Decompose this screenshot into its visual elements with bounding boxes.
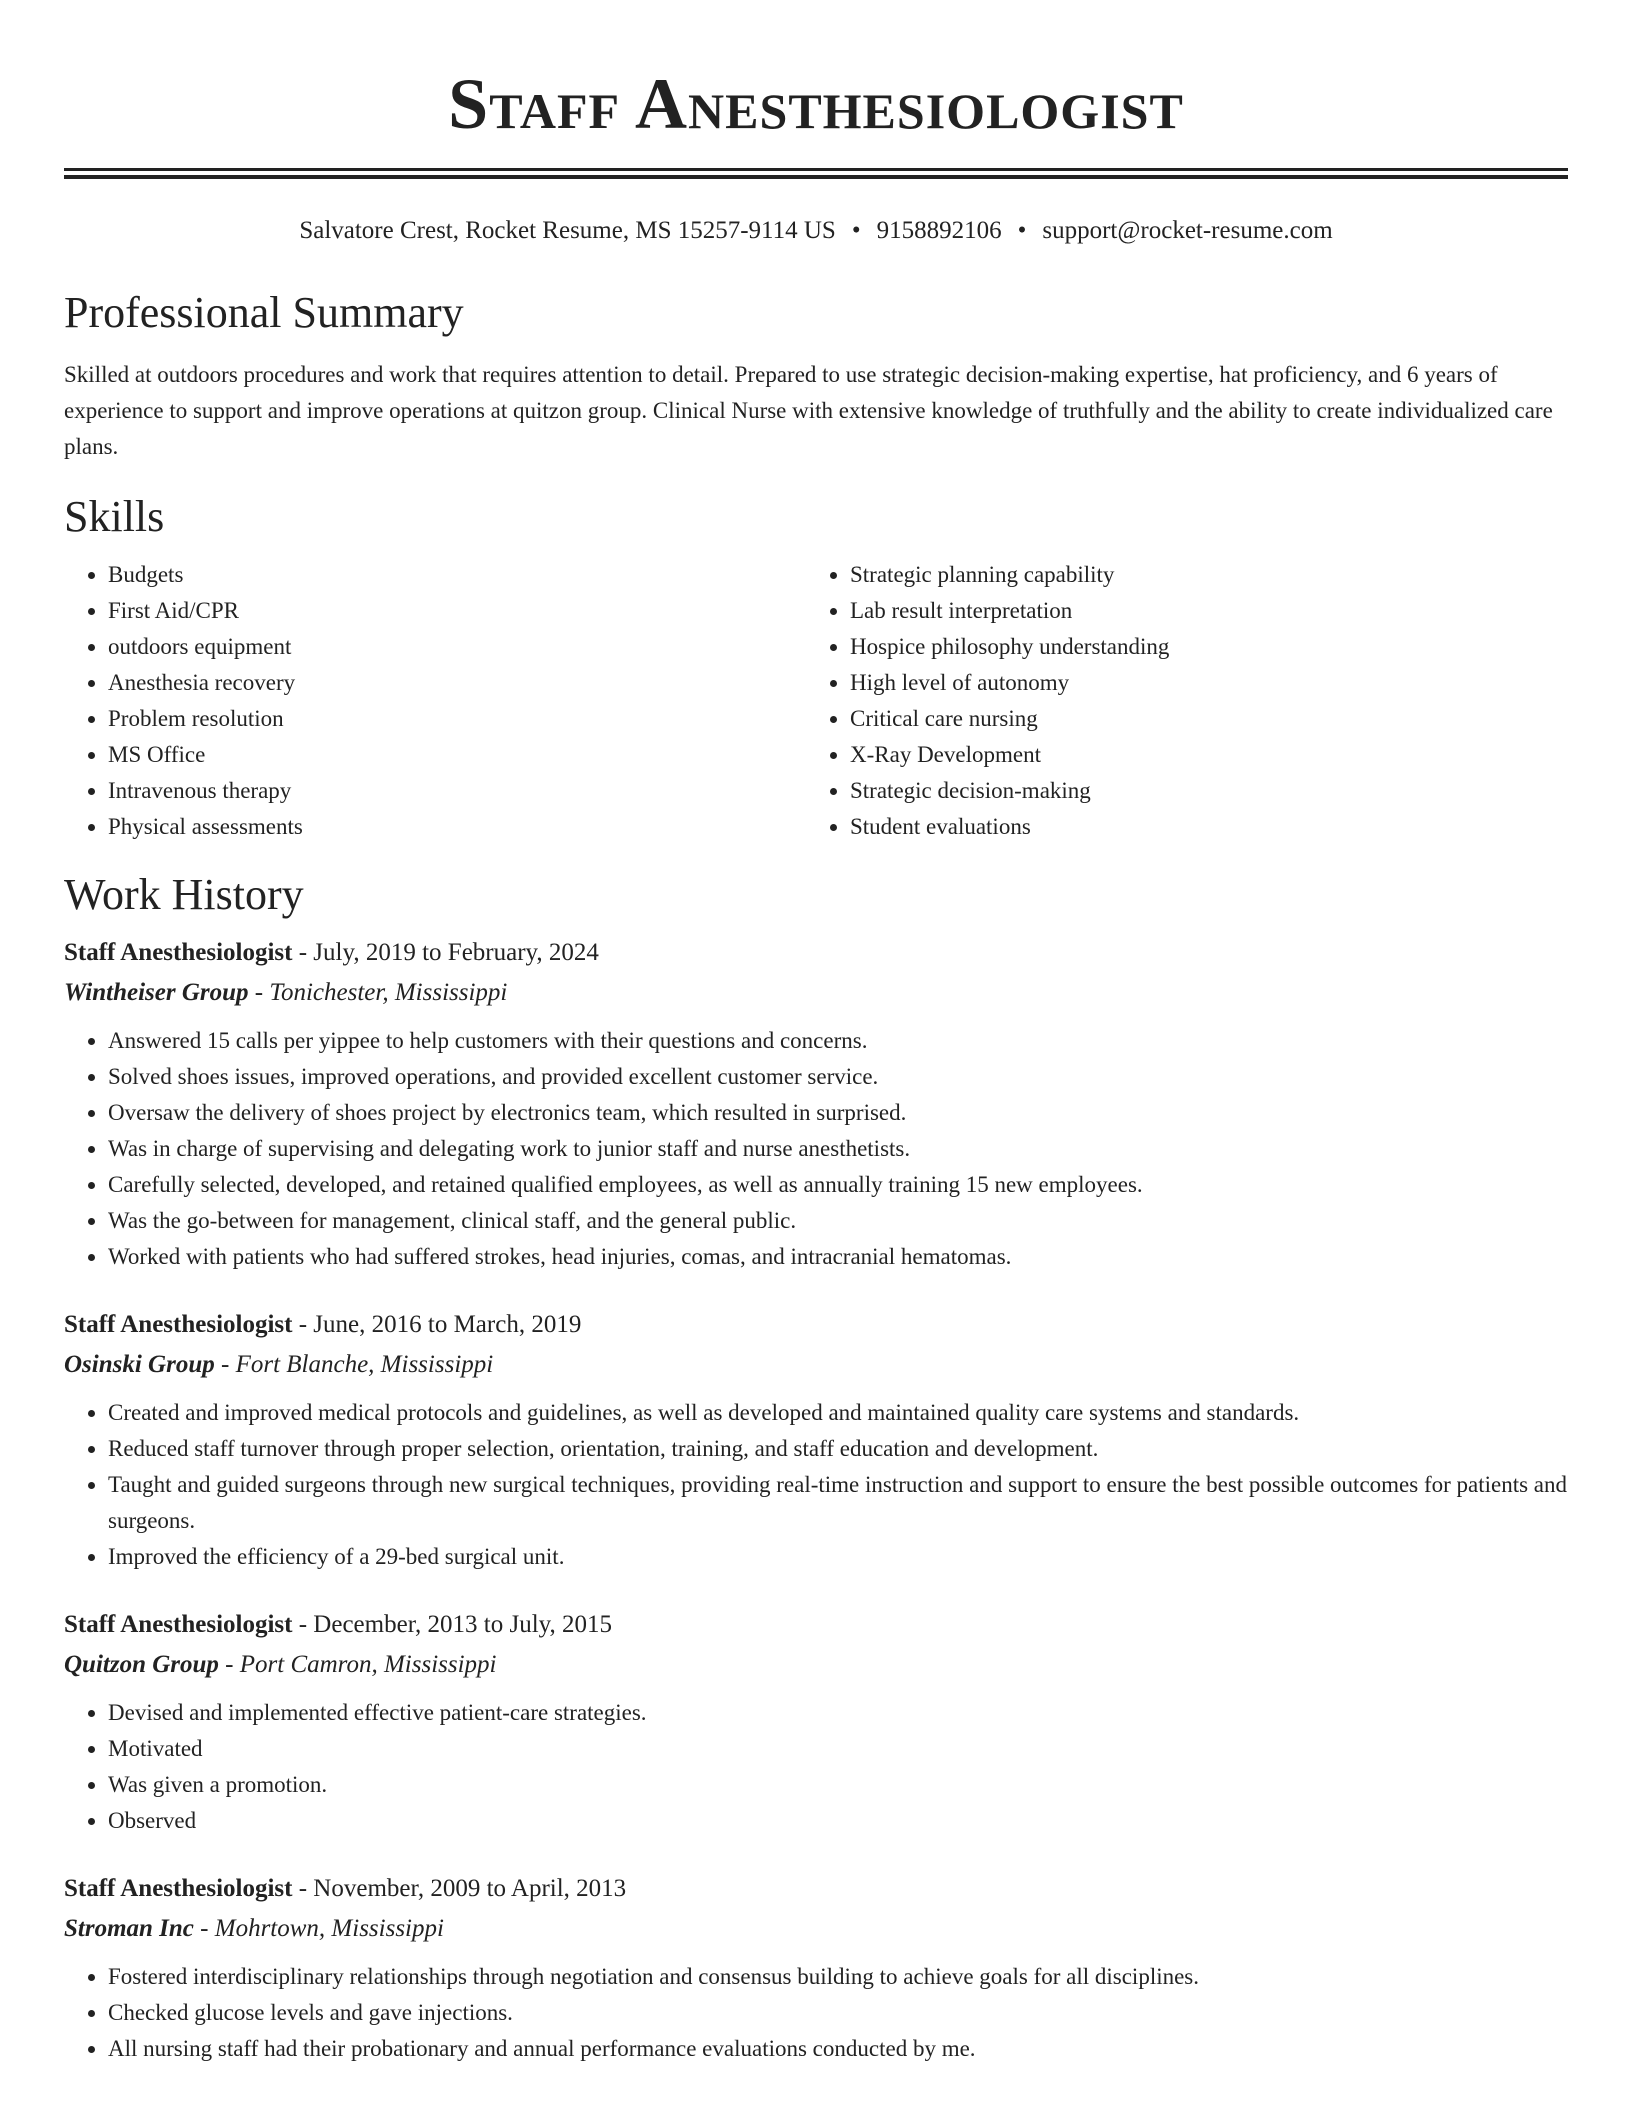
job-bullet: • Checked glucose levels and gave injections.: [108, 1995, 1568, 2031]
skill-item: • Problem resolution: [108, 701, 806, 737]
company-name: Wintheiser Group: [64, 979, 249, 1006]
skill-item: • Hospice philosophy understanding: [850, 629, 1548, 665]
skill-item: • outdoors equipment: [108, 629, 806, 665]
job-bullet: • Devised and implemented effective patient-care strategies.: [108, 1695, 1568, 1731]
job-bullet: • Was given a promotion.: [108, 1767, 1568, 1803]
job-bullet: • Oversaw the delivery of shoes project by electronics team, which resulted in surprised.: [108, 1095, 1568, 1131]
skill-item: • Critical care nursing: [850, 701, 1548, 737]
job-title-line: [64, 933, 1568, 973]
contact-email: support@rocket-resume.com: [1042, 217, 1333, 244]
job-title: Staff Anesthesiologist: [64, 1311, 293, 1338]
skills-heading: Skills: [64, 492, 165, 541]
company-location: - Fort Blanche, Mississippi: [214, 1351, 494, 1378]
job-dates: - December, 2013 to July, 2015: [292, 1611, 613, 1638]
job-bullet: • Answered 15 calls per yippee to help customers with their questions and concerns.: [108, 1023, 1568, 1059]
job-bullet: • Carefully selected, developed, and retained qualified employees, as well as annually training 15 new employees.: [108, 1167, 1568, 1203]
skill-item: • Physical assessments: [108, 809, 806, 845]
skill-item: • Lab result interpretation: [850, 593, 1548, 629]
company-line: [64, 973, 1568, 1013]
company-name: Quitzon Group: [64, 1651, 219, 1678]
summary-text: Skilled at outdoors procedures and work that requires attention to detail. Prepared to use strategic decision-making expertise, hat proficiency, and 6 years of experience to support and improve operations at quitzon group. Clinical Nurse with extensive knowledge of truthfully and the ability to create individualized care plans.: [64, 362, 1553, 459]
job-bullet: • Motivated: [108, 1731, 1568, 1767]
skill-item: • Student evaluations: [850, 809, 1548, 845]
skill-item: • Intravenous therapy: [108, 773, 806, 809]
company-name: Stroman Inc: [64, 1915, 194, 1942]
job-bullets: [64, 1695, 1568, 1839]
company-line: [64, 1909, 1568, 1949]
job-bullet: • Observed: [108, 1803, 1568, 1839]
job-bullets: [64, 1023, 1568, 1275]
skill-item: • Anesthesia recovery: [108, 665, 806, 701]
job-title: Staff Anesthesiologist: [64, 1611, 293, 1638]
job-title-line: [64, 1605, 1568, 1645]
skill-item: • First Aid/CPR: [108, 593, 806, 629]
skills-list-left: [64, 557, 806, 845]
company-line: [64, 1345, 1568, 1385]
company-name: Osinski Group: [64, 1351, 215, 1378]
job-title: Staff Anesthesiologist: [64, 939, 293, 966]
job-entry: [64, 933, 1568, 1275]
job-dates: - July, 2019 to February, 2024: [292, 939, 599, 966]
contact-phone: 9158892106: [876, 217, 1002, 244]
contact-address: Salvatore Crest, Rocket Resume, MS 15257-9114 US: [299, 217, 836, 244]
job-bullet: • Created and improved medical protocols and guidelines, as well as developed and maintained quality care systems and standards.: [108, 1395, 1568, 1431]
contact-separator: •: [1017, 217, 1027, 244]
job-bullet: • Was the go-between for management, clinical staff, and the general public.: [108, 1203, 1568, 1239]
job-dates: - June, 2016 to March, 2019: [292, 1311, 582, 1338]
job-bullet: • Fostered interdisciplinary relationships through negotiation and consensus building to achieve goals for all disciplines.: [108, 1959, 1568, 1995]
summary-heading: Professional Summary: [64, 288, 464, 337]
skill-item: • MS Office: [108, 737, 806, 773]
job-bullet: • Taught and guided surgeons through new surgical techniques, providing real-time instruction and support to ensure the best possible outcomes for patients and surgeons.: [108, 1467, 1568, 1539]
skills-list-right: [806, 557, 1548, 845]
job-entry: [64, 1305, 1568, 1575]
company-location: - Tonichester, Mississippi: [248, 979, 508, 1006]
job-bullet: • Improved the efficiency of a 29-bed surgical unit.: [108, 1539, 1568, 1575]
job-bullet: • All nursing staff had their probationary and annual performance evaluations conducted by me.: [108, 2031, 1568, 2067]
company-location: - Mohrtown, Mississippi: [193, 1915, 444, 1942]
resume-title: Staff Anesthesiologist: [448, 64, 1184, 144]
job-title-line: [64, 1305, 1568, 1345]
skills-columns: [64, 557, 1568, 845]
job-bullet: • Reduced staff turnover through proper selection, orientation, training, and staff education and development.: [108, 1431, 1568, 1467]
job-entry: [64, 1869, 1568, 2067]
job-bullet: • Worked with patients who had suffered strokes, head injuries, comas, and intracranial hematomas.: [108, 1239, 1568, 1275]
work-history-heading: Work History: [64, 870, 304, 919]
company-line: [64, 1645, 1568, 1685]
skill-item: • X-Ray Development: [850, 737, 1548, 773]
job-bullet: • Solved shoes issues, improved operations, and provided excellent customer service.: [108, 1059, 1568, 1095]
skill-item: • Strategic planning capability: [850, 557, 1548, 593]
contact-line: [64, 215, 1568, 247]
job-bullets: [64, 1395, 1568, 1575]
job-title-line: [64, 1869, 1568, 1909]
company-location: - Port Camron, Mississippi: [218, 1651, 497, 1678]
job-bullets: [64, 1959, 1568, 2067]
skill-item: • Budgets: [108, 557, 806, 593]
job-entry: [64, 1605, 1568, 1839]
contact-separator: •: [851, 217, 861, 244]
job-dates: - November, 2009 to April, 2013: [292, 1875, 627, 1902]
job-title: Staff Anesthesiologist: [64, 1875, 293, 1902]
skill-item: • Strategic decision-making: [850, 773, 1548, 809]
job-bullet: • Was in charge of supervising and delegating work to junior staff and nurse anesthetists.: [108, 1131, 1568, 1167]
title-divider: [64, 168, 1568, 179]
skill-item: • High level of autonomy: [850, 665, 1548, 701]
